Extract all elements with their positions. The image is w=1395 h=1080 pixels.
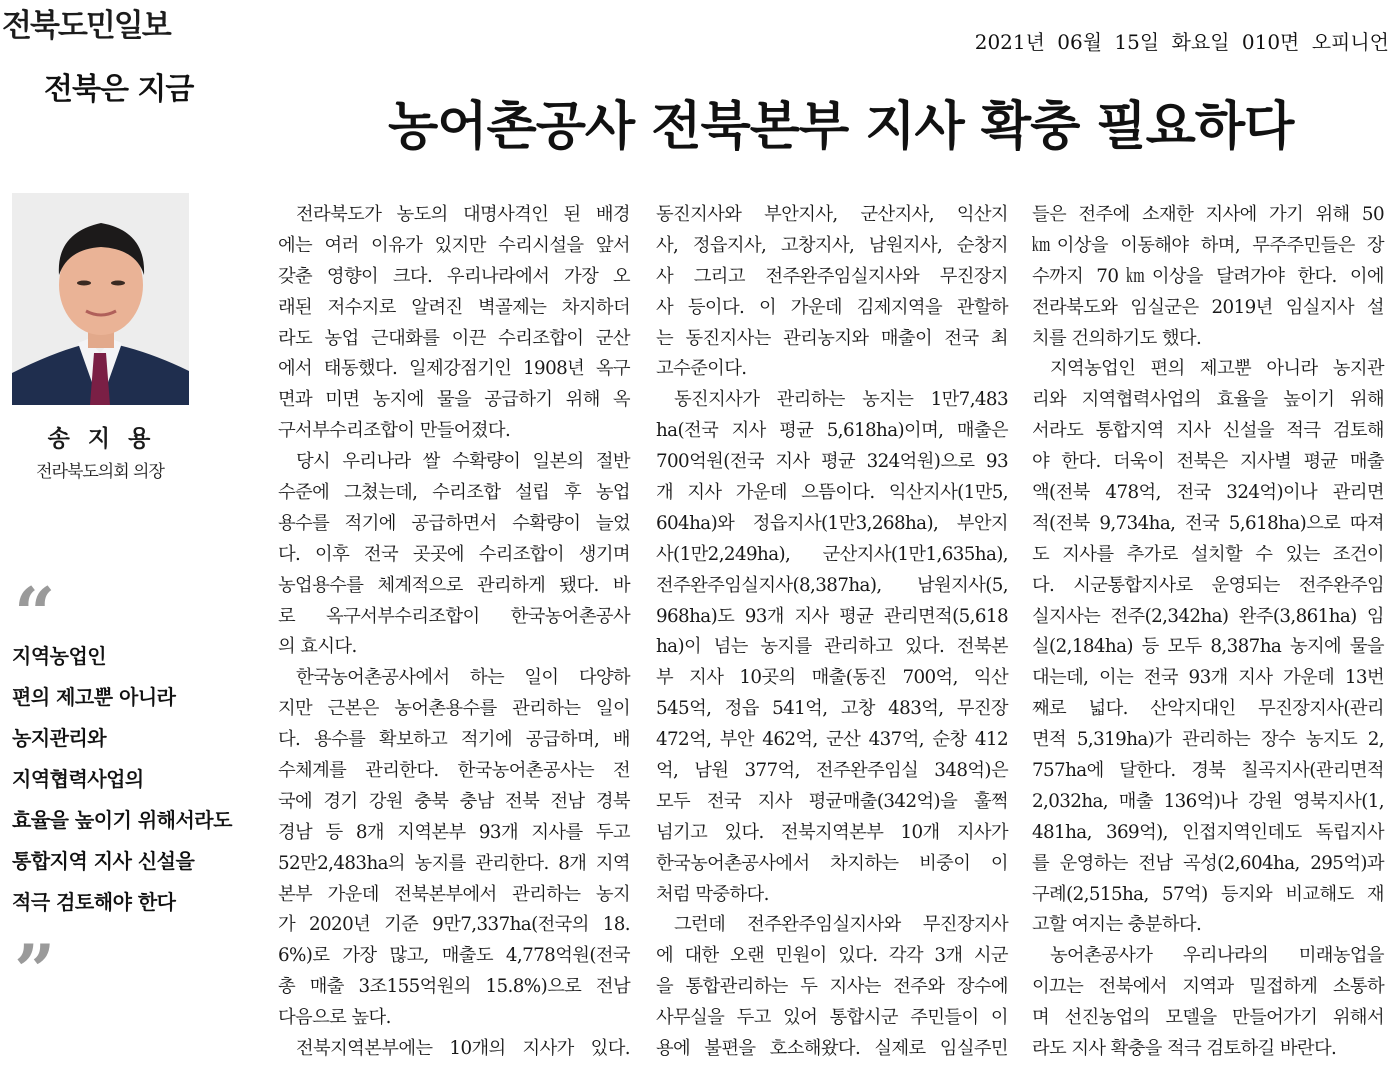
pull-quote-line: 지역농업인 (12, 644, 107, 668)
article-line: 수까지 70㎞이상을 달려가야 한다. 이에 (1032, 265, 1384, 287)
author-portrait (12, 193, 189, 405)
article-line: 국에 경기 강원 충북 충남 전북 전남 경북 (278, 790, 630, 812)
article-line: 로 옥구서부수리조합이 한국농어촌공사 (278, 605, 630, 627)
pull-quote-line: 편의 제고뿐 아니라 (12, 685, 176, 709)
newspaper-logo: 전북도민일보 (2, 8, 170, 44)
article-line: 실지사는 전주(2,342ha) 완주(3,861ha) 임 (1032, 605, 1384, 627)
article-line: 사, 정읍지사, 고창지사, 남원지사, 순창지 (656, 234, 1008, 256)
article-line: 700억원(전국 지사 평균 324억원)으로 93 (656, 451, 1008, 473)
article-line: 야 한다. 더욱이 전북은 지사별 평균 매출 (1032, 451, 1384, 473)
article-line: 수준에 그쳤는데, 수리조합 설립 후 농업 (278, 482, 630, 504)
article-line: 의 효시다. (278, 636, 357, 658)
article-line: 당시 우리나라 쌀 수확량이 일본의 절반 (296, 451, 630, 473)
article-line: 는 동진지사는 관리농지와 매출이 전국 최 (656, 327, 1008, 349)
pull-quote-line: 지역협력사업의 (12, 767, 144, 791)
article-line: 지만 근본은 농어촌용수를 관리하는 일이 (278, 698, 630, 720)
article-line: 래된 저수지로 알려진 벽골제는 차지하더 (278, 296, 630, 318)
article-line: 째로 넓다. 산악지대인 무진장지사(관리 (1032, 698, 1384, 720)
article-line: 사 그리고 전주완주임실지사와 무진장지 (656, 265, 1008, 287)
article-line: 총 매출 3조155억원의 15.8%)으로 전남 (278, 976, 630, 998)
article-line: 모두 전국 지사 평균매출(342억)을 훌쩍 (656, 790, 1008, 812)
article-line: 개 지사 가운데 으뜸이다. 익산지사(1만5, (656, 482, 1008, 504)
article-line: 52만2,483ha의 농지를 관리한다. 8개 지역 (278, 852, 630, 874)
article-line: 968ha)도 93개 지사 평균 관리면적(5,618 (656, 605, 1008, 627)
article-line: ㎞이상을 이동해야 하며, 무주주민들은 장 (1032, 234, 1384, 256)
open-quote-icon: “ (14, 571, 56, 656)
article-line: 545억, 정읍 541억, 고창 483억, 무진장 (656, 698, 1008, 720)
article-line: 도 지사를 추가로 설치할 수 있는 조건이 (1032, 543, 1384, 565)
article-line: 를 운영하는 전남 곡성(2,604ha, 295억)과 (1032, 852, 1384, 874)
article-line: 604ha)와 정읍지사(1만3,268ha), 부안지 (656, 512, 1008, 534)
article-column-2 (656, 200, 1008, 1065)
article-line: ha)이 넘는 농지를 관리하고 있다. 전북본 (656, 636, 1008, 658)
article-line: 치를 건의하기도 했다. (1032, 327, 1202, 349)
article-line: 에서 태동했다. 일제강점기인 1908년 옥구 (278, 358, 630, 380)
article-line: 수체계를 관리한다. 한국농어촌공사는 전 (278, 760, 630, 782)
article-line: 넘기고 있다. 전북지역본부 10개 지사가 (656, 821, 1008, 843)
article-line: 동진지사와 부안지사, 군산지사, 익산지 (656, 204, 1008, 225)
article-line: 전주완주임실지사(8,387ha), 남원지사(5, (656, 574, 1008, 596)
author-title: 전라북도의회 의장 (36, 462, 164, 482)
article-line: 들은 전주에 소재한 지사에 가기 위해 50 (1032, 204, 1384, 225)
article-line: 757ha에 달한다. 경북 칠곡지사(관리면적 (1032, 760, 1384, 782)
article-headline: 농어촌공사 전북본부 지사 확충 필요하다 (388, 97, 1294, 157)
article-line: 472억, 부안 462억, 군산 437억, 순창 412 (656, 729, 1008, 751)
article-column-1 (278, 200, 630, 1065)
pull-quote (12, 636, 262, 923)
article-line: 농어촌공사가 우리나라의 미래농업을 (1050, 945, 1384, 967)
article-column-3 (1032, 200, 1384, 1065)
article-line: 라도 지사 확충을 적극 검토하길 바란다. (1032, 1038, 1337, 1060)
article-line: 용수를 적기에 공급하면서 수확량이 늘었 (278, 512, 630, 534)
article-line: 용에 불편을 호소해왔다. 실제로 임실주민 (656, 1038, 1008, 1060)
article-line: 사 등이다. 이 가운데 김제지역을 관할하 (656, 296, 1008, 318)
article-line: 전라북도와 임실군은 2019년 임실지사 설 (1032, 296, 1384, 318)
pull-quote-line: 효율을 높이기 위해서라도 (12, 808, 232, 832)
article-line: 전북지역본부에는 10개의 지사가 있다. (296, 1038, 630, 1060)
article-line: 서라도 통합지역 지사 신설을 적극 검토해 (1032, 420, 1384, 442)
article-line: 한국농어촌공사에서 하는 일이 다양하 (296, 667, 630, 689)
portrait-illustration (12, 193, 189, 405)
article-line: 다음으로 높다. (278, 1007, 391, 1029)
article-line: 처럼 막중하다. (656, 883, 769, 905)
article-line: 그런데 전주완주임실지사와 무진장지사 (674, 914, 1008, 936)
article-line: 며 선진농업의 모델을 만들어가기 위해서 (1032, 1007, 1384, 1029)
article-line: 다. 시군통합지사로 운영되는 전주완주임 (1032, 574, 1384, 596)
article-line: 동진지사가 관리하는 농지는 1만7,483 (674, 389, 1008, 411)
article-line: 부 지사 10곳의 매출(동진 700억, 익산 (656, 667, 1008, 689)
article-line: 본부 가운데 전북본부에서 관리하는 농지 (278, 883, 630, 905)
pull-quote-line: 통합지역 지사 신설을 (12, 849, 195, 873)
article-line: 다. 이후 전국 곳곳에 수리조합이 생기며 (278, 543, 630, 565)
article-line: 대는데, 이는 전국 93개 지사 가운데 13번 (1032, 667, 1384, 689)
pull-quote-line: 적극 검토해야 한다 (12, 890, 176, 914)
article-line: 구례(2,515ha, 57억) 등지와 비교해도 재 (1032, 883, 1384, 905)
article-line: 농업용수를 체계적으로 관리하게 됐다. 바 (278, 574, 630, 596)
article-line: 을 통합관리하는 두 지사는 전주와 장수에 (656, 976, 1008, 998)
article-line: 사무실을 두고 있어 통합시군 주민들이 이 (656, 1007, 1008, 1029)
article-line: ha(전국 지사 평균 5,618ha)이며, 매출은 (656, 420, 1008, 442)
article-line: 구서부수리조합이 만들어졌다. (278, 420, 511, 442)
article-line: 경남 등 8개 지역본부 93개 지사를 두고 (278, 821, 630, 843)
article-line: 고수준이다. (656, 358, 747, 380)
article-line: 실(2,184ha) 등 모두 8,387ha 농지에 물을 (1032, 636, 1384, 658)
article-line: 에는 여러 이유가 있지만 수리시설을 앞서 (278, 234, 630, 256)
article-line: 전라북도가 농도의 대명사격인 된 배경 (296, 204, 630, 225)
pull-quote-line: 농지관리와 (12, 726, 107, 750)
article-line: 다. 용수를 확보하고 적기에 공급하며, 배 (278, 729, 630, 751)
article-line: 적(전북 9,734ha, 전국 5,618ha)으로 따져 (1032, 512, 1384, 534)
section-title: 전북은 지금 (44, 72, 194, 107)
dateline: 2021년 06월 15일 화요일 010면 오피니언 (974, 30, 1389, 54)
article-line: 한국농어촌공사에서 차지하는 비중이 이 (656, 852, 1008, 874)
article-line: 이끄는 전북에서 지역과 밀접하게 소통하 (1032, 976, 1384, 998)
article-line: 가 2020년 기준 9만7,337ha(전국의 18. (278, 914, 630, 936)
article-line: 리와 지역협력사업의 효율을 높이기 위해 (1032, 389, 1384, 411)
article-line: 액(전북 478억, 전국 324억)이나 관리면 (1032, 482, 1384, 504)
article-line: 481ha, 369억), 인접지역인데도 독립지사 (1032, 821, 1384, 843)
article-line: 면과 미면 농지에 물을 공급하기 위해 옥 (278, 389, 630, 411)
article-line: 6%)로 가장 많고, 매출도 4,778억원(전국 (278, 945, 630, 967)
close-quote-icon: ” (14, 928, 56, 1013)
article-line: 에 대한 오랜 민원이 있다. 각각 3개 시군 (656, 945, 1008, 967)
article-line: 지역농업인 편의 제고뿐 아니라 농지관 (1050, 358, 1384, 380)
article-line: 고할 여지는 충분하다. (1032, 914, 1202, 936)
article-line: 라도 농업 근대화를 이끈 수리조합이 군산 (278, 327, 630, 349)
article-line: 갖춘 영향이 크다. 우리나라에서 가장 오 (278, 265, 630, 287)
article-line: 억, 남원 377억, 전주완주임실 348억)은 (656, 760, 1008, 782)
article-line: 2,032ha, 매출 136억)나 강원 영북지사(1, (1032, 790, 1384, 812)
article-line: 면적 5,319ha)가 관리하는 장수 농지도 2, (1032, 729, 1384, 751)
article-line: 사(1만2,249ha), 군산지사(1만1,635ha), (656, 543, 1008, 565)
author-name: 송 지 용 (47, 426, 153, 452)
